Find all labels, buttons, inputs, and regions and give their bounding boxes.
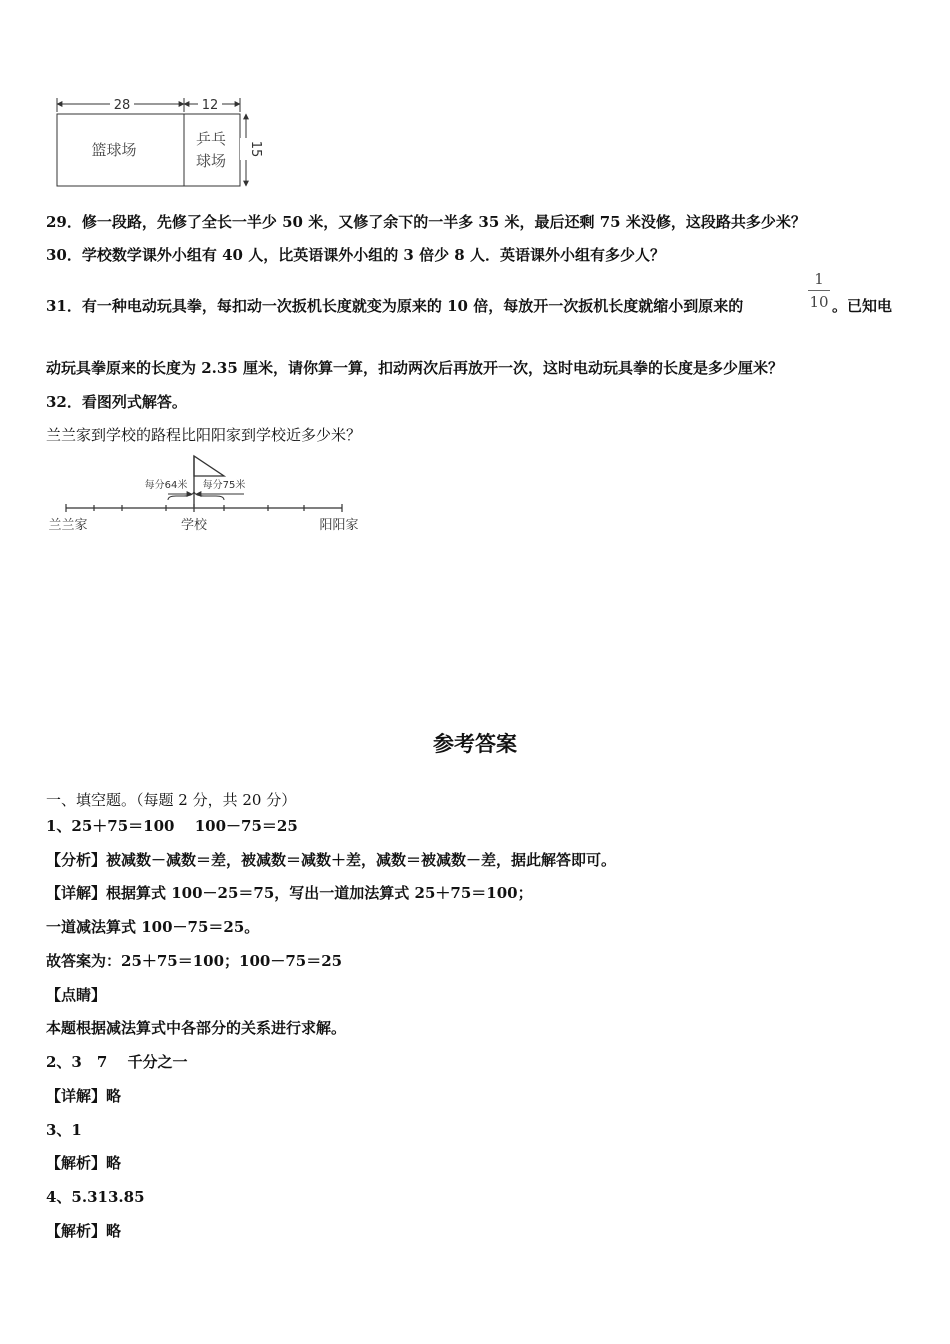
answers-title: 参考答案 bbox=[433, 731, 517, 756]
road-figure bbox=[44, 452, 374, 538]
pingpong-label-2: 球场 bbox=[195, 152, 227, 170]
dim-28: 28 bbox=[113, 98, 131, 113]
answer-1: 1、25＋75＝100 100－75＝25 bbox=[46, 817, 298, 835]
answer-4: 4、5.313.85 bbox=[46, 1188, 145, 1206]
question-31-part-c: 动玩具拳原来的长度为 2.35 厘米，请你算一算，扣动两次后再放开一次，这时电动玩具拳的长度是多少厘米？ bbox=[46, 359, 783, 377]
question-31-part-b: 。已知电 bbox=[832, 297, 893, 315]
question-31-part-a: 31．有一种电动玩具拳，每扣动一次扳机长度就变为原来的 10 倍，每放开一次扳机长度就缩小到原来的 bbox=[46, 297, 744, 315]
answer-1-detail: 【详解】根据算式 100－25＝75，写出一道加法算式 25＋75＝100； bbox=[46, 884, 533, 902]
answers-section-heading: 一、填空题。（每题 2 分，共 20 分） bbox=[46, 791, 297, 809]
basketball-court-label: 篮球场 bbox=[91, 141, 137, 159]
fraction-numerator: 1 bbox=[814, 270, 824, 288]
dim-12: 12 bbox=[201, 98, 219, 113]
fraction-denominator: 10 bbox=[809, 293, 829, 311]
answer-2: 2、3 7 千分之一 bbox=[46, 1053, 188, 1071]
answer-3: 3、1 bbox=[46, 1121, 82, 1139]
school-label: 学校 bbox=[180, 518, 208, 533]
question-29: 29．修一段路，先修了全长一半少 50 米，又修了余下的一半多 35 米，最后还剩 75 米没修，这段路共多少米？ bbox=[46, 213, 806, 231]
answer-3-detail: 【解析】略 bbox=[46, 1154, 122, 1172]
answer-1-subtraction: 一道减法算式 100－75＝25。 bbox=[46, 918, 260, 936]
answer-1-final: 故答案为：25＋75＝100；100－75＝25 bbox=[46, 952, 343, 970]
answer-2-detail: 【详解】略 bbox=[46, 1087, 122, 1105]
question-32-sub: 兰兰家到学校的路程比阳阳家到学校近多少米？ bbox=[46, 426, 362, 444]
question-30: 30．学校数学课外小组有 40 人，比英语课外小组的 3 倍少 8 人．英语课外小组有多少人？ bbox=[46, 246, 665, 264]
answer-1-tip-heading: 【点睛】 bbox=[46, 986, 107, 1004]
right-speed-label: 每分75米 bbox=[202, 480, 246, 491]
pingpong-label-1: 乒乓 bbox=[195, 130, 227, 148]
answer-1-tip-text: 本题根据减法算式中各部分的关系进行求解。 bbox=[46, 1019, 347, 1037]
fraction-one-tenth bbox=[808, 270, 830, 311]
dim-15: 15 bbox=[248, 140, 263, 158]
answer-4-detail: 【解析】略 bbox=[46, 1222, 122, 1240]
answer-1-analysis: 【分析】被减数－减数＝差，被减数＝减数＋差，减数＝被减数－差，据此解答即可。 bbox=[46, 851, 617, 869]
lanlan-home-label: 兰兰家 bbox=[48, 518, 88, 533]
question-32: 32．看图列式解答。 bbox=[46, 393, 187, 411]
yangyang-home-label: 阳阳家 bbox=[319, 518, 359, 533]
left-speed-label: 每分64米 bbox=[144, 480, 188, 491]
court-figure bbox=[50, 98, 270, 190]
